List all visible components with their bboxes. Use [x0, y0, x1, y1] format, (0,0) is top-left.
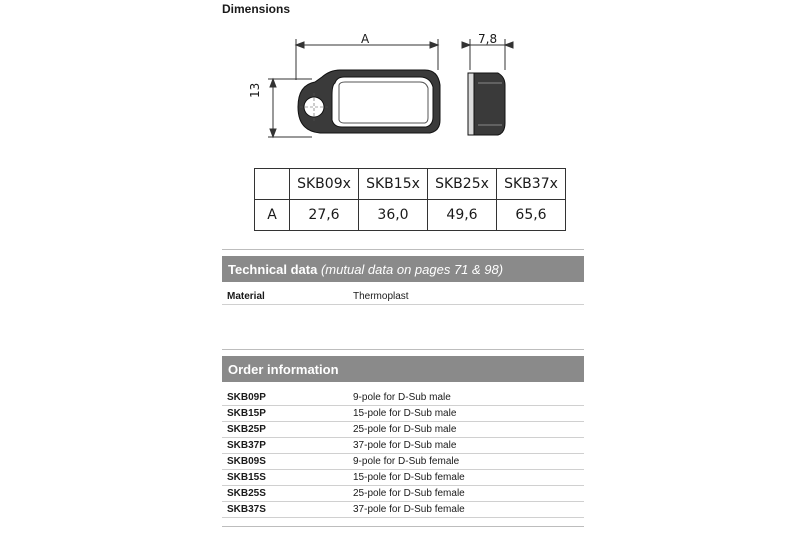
technical-row [222, 289, 584, 305]
order-code: SKB25S [227, 488, 266, 499]
order-info-title: Order information [228, 362, 339, 377]
order-desc: 25-pole for D-Sub female [353, 488, 465, 499]
value-cell: 65,6 [497, 200, 566, 231]
order-row [222, 454, 584, 470]
divider [222, 349, 584, 350]
order-code: SKB09S [227, 456, 266, 467]
technical-data-header [222, 256, 584, 282]
divider [222, 249, 584, 250]
order-desc: 25-pole for D-Sub male [353, 424, 457, 435]
part-front-view [298, 70, 440, 133]
row-label-cell: A [255, 200, 290, 231]
header-cell: SKB15x [359, 169, 428, 200]
order-desc: 15-pole for D-Sub male [353, 408, 457, 419]
technical-data-note: (mutual data on pages 71 & 98) [320, 262, 504, 277]
order-row [222, 486, 584, 502]
dimension-table [254, 168, 566, 231]
value-cell: 49,6 [428, 200, 497, 231]
order-row [222, 470, 584, 486]
dimension-a-label: A [361, 32, 370, 46]
order-desc: 37-pole for D-Sub female [353, 504, 465, 515]
order-row [222, 502, 584, 518]
header-cell: SKB09x [290, 169, 359, 200]
order-row [222, 406, 584, 422]
order-code: SKB37P [227, 440, 266, 451]
divider [222, 526, 584, 527]
technical-value: Thermoplast [353, 291, 409, 302]
dimension-height-label: 13 [248, 82, 262, 98]
order-desc: 9-pole for D-Sub female [353, 456, 460, 467]
dimensions-heading: Dimensions [222, 2, 291, 16]
part-side-view [468, 73, 505, 135]
value-cell: 36,0 [359, 200, 428, 231]
order-row [222, 390, 584, 406]
technical-label: Material [227, 291, 265, 302]
order-info-header [222, 356, 584, 382]
dimension-width-label: 7,8 [478, 32, 498, 46]
order-code: SKB37S [227, 504, 266, 515]
order-desc: 9-pole for D-Sub male [353, 392, 451, 403]
value-cell: 27,6 [290, 200, 359, 231]
order-desc: 15-pole for D-Sub female [353, 472, 465, 483]
order-row [222, 438, 584, 454]
header-cell: SKB25x [428, 169, 497, 200]
header-cell: SKB37x [497, 169, 566, 200]
order-desc: 37-pole for D-Sub male [353, 440, 457, 451]
dimension-table-header [255, 169, 566, 200]
order-row [222, 422, 584, 438]
order-code: SKB15P [227, 408, 266, 419]
order-code: SKB25P [227, 424, 266, 435]
dimension-table-row [255, 200, 566, 231]
order-code: SKB15S [227, 472, 266, 483]
technical-data-title: Technical data [228, 262, 318, 277]
order-code: SKB09P [227, 392, 266, 403]
header-cell-empty [255, 169, 290, 200]
